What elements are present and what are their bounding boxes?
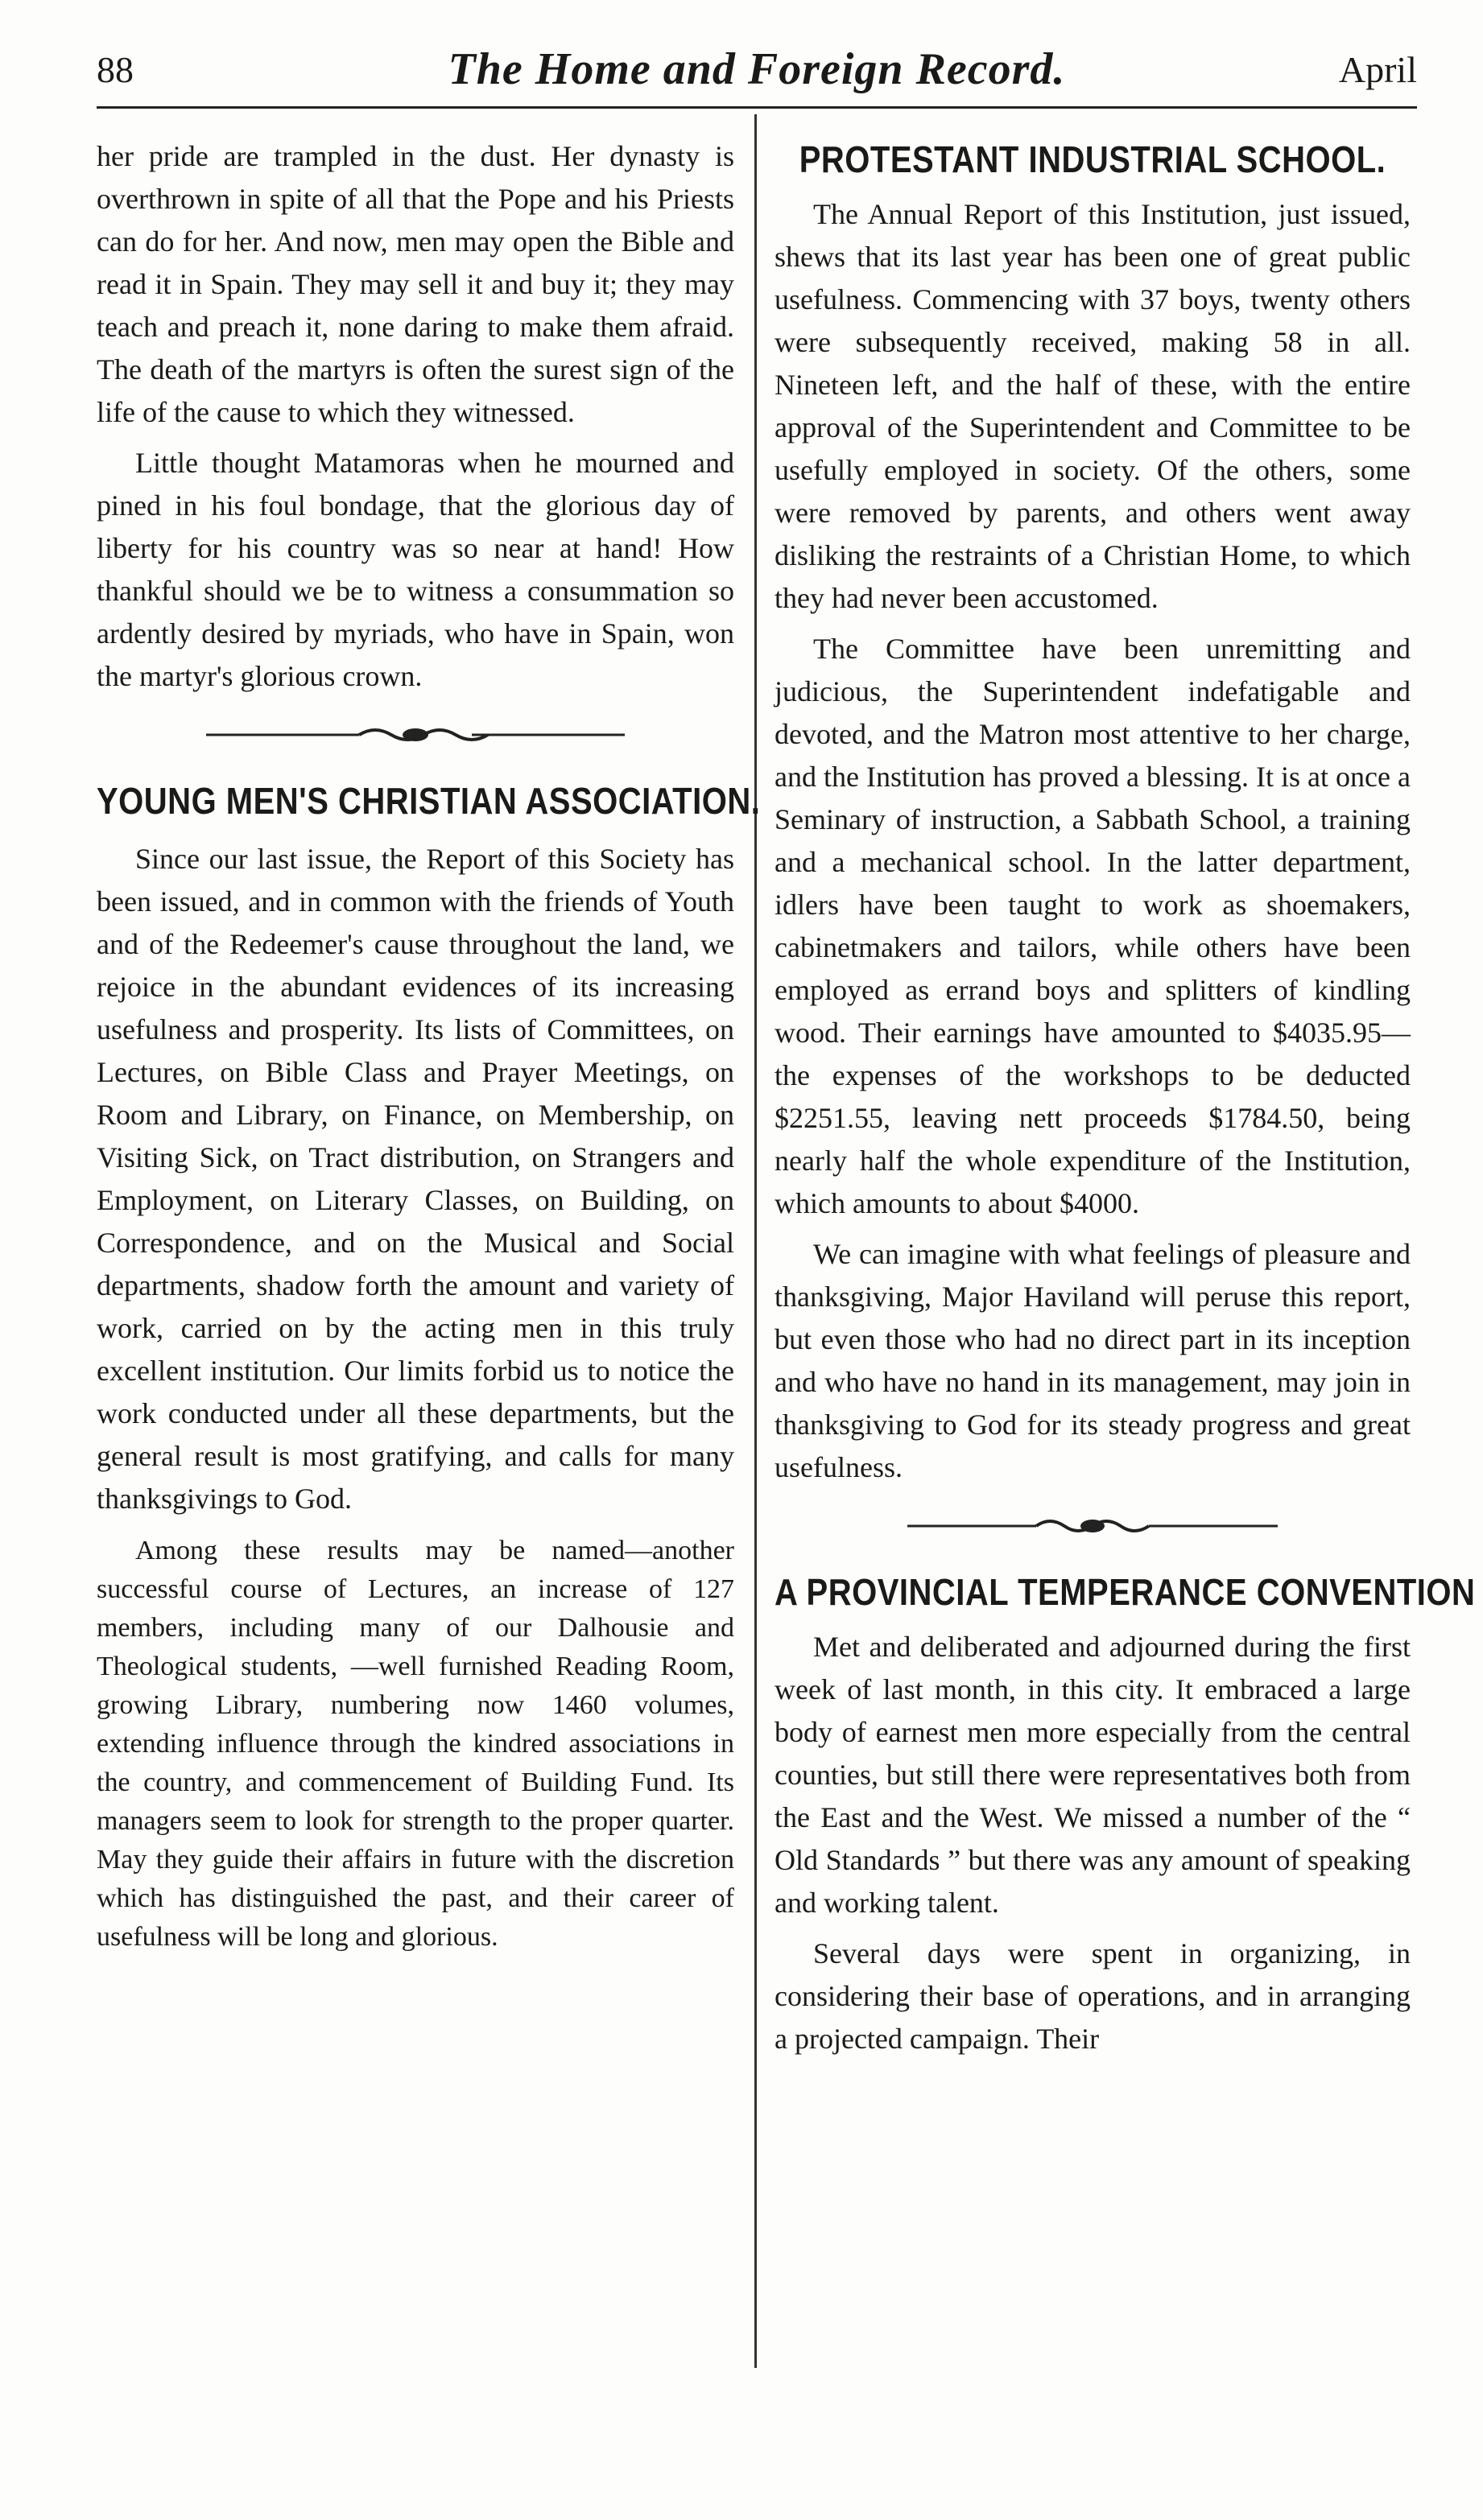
column-divider: [754, 114, 757, 2368]
journal-title: The Home and Foreign Record.: [448, 44, 1066, 94]
left-column: [97, 135, 761, 1957]
temperance-paragraph-1: Met and deliberated and adjourned during the first week of last month, in this city. It embraced a large body of earnest men more especially from the central counties, but still there were representatives both from the East and the West. We missed a number of the “ Old Standards ” but there was any amount of speaking and working talent.: [775, 1631, 1411, 1919]
ymca-heading: YOUNG MEN'S CHRISTIAN ASSOCIATION.: [97, 781, 761, 823]
page-number: 88: [97, 49, 134, 90]
page-header: [97, 32, 1417, 113]
industrial-school-paragraph-1: The Annual Report of this Institution, just issued, shews that its last year has been one of great public usefulness. Commencing with 37 boys, twenty others were subsequently received, making 58 in all. Nineteen left, and the half of these, with the entire approval of the Superintendent and Committee to be usefully employed in society. Of the others, some were removed by parents, and others went away disliking the restraints of a Christian Home, to which they had never been accustomed.: [775, 198, 1411, 614]
ornament-divider-icon-2: [907, 1516, 1278, 1536]
matamoras-paragraph: Little thought Matamoras when he mourned and pined in his foul bondage, that the glorious day of liberty for his country was so near at hand! How thankful should we be to witness a consummation so ardently desired by myriads, who have in Spain, won the martyr's glorious crown.: [97, 447, 734, 692]
temperance-paragraph-2: Several days were spent in organizing, in considering their base of operations, and in arranging a projected campaign. Their: [775, 1937, 1411, 2055]
industrial-school-heading: PROTESTANT INDUSTRIAL SCHOOL.: [799, 139, 1386, 181]
ornament-divider-icon: [206, 725, 625, 744]
industrial-school-paragraph-2: The Committee have been unremitting and judicious, the Superintendent indefatigable and devoted, and the Matron most attentive to her charge, and the Institution has proved a blessing. It is at once a Seminary of instruction, a Sabbath School, a training and a mechanical school. In the latter department, idlers have been taught to work as shoemakers, cabinetmakers and tailors, while others have been employed as errand boys and splitters of kindling wood. Their earnings have amounted to $4035.95—the expenses of the workshops to be deducted $2251.55, leaving nett proceeds $1784.50, being nearly half the whole expenditure of the Institution, which amounts to about $4000.: [775, 633, 1411, 1219]
issue-month: April: [1338, 49, 1417, 90]
header-rule: [97, 106, 1417, 109]
continued-paragraph: her pride are trampled in the dust. Her dynasty is overthrown in spite of all that the Pope and his Priests can do for her. And now, men may open the Bible and read it in Spain. They may sell it and buy it; they may teach and preach it, none daring to make them afraid. The death of the martyrs is often the surest sign of the life of the cause to which they witnessed.: [97, 140, 734, 428]
industrial-school-paragraph-3: We can imagine with what feelings of pleasure and thanksgiving, Major Haviland will peruse this report, but even those who had no direct part in its inception and who have no hand in its management, may join in thanksgiving to God for its steady progress and great usefulness.: [775, 1238, 1411, 1483]
right-column: [775, 135, 1476, 2060]
temperance-convention-heading: A PROVINCIAL TEMPERANCE CONVENTION: [775, 1572, 1476, 1614]
ymca-paragraph-1: Since our last issue, the Report of this Society has been issued, and in common with the friends of Youth and of the Redeemer's cause throughout the land, we rejoice in the abundant evidences of its increasing usefulness and prosperity. Its lists of Committees, on Lectures, on Bible Class and Prayer Meetings, on Room and Library, on Finance, on Membership, on Visiting Sick, on Tract distribution, on Strangers and Employment, on Literary Classes, on Building, on Correspondence, and on the Musical and Social departments, shadow forth the amount and variety of work, carried on by the acting men in this truly excellent institution. Our limits forbid us to notice the work conducted under all these departments, but the general result is most gratifying, and calls for many thanksgivings to God.: [97, 843, 734, 1515]
ymca-paragraph-2: Among these results may be named—another successful course of Lectures, an increase of 127 members, including many of our Dalhousie and Theological students, —well furnished Reading Room, growing Library, numbering now 1460 volumes, extending influence through the kindred associations in the country, and commencement of Building Fund. Its managers seem to look for strength to the proper quarter. May they guide their affairs in future with the discretion which has distinguished the past, and their career of usefulness will be long and glorious.: [97, 1536, 734, 1952]
